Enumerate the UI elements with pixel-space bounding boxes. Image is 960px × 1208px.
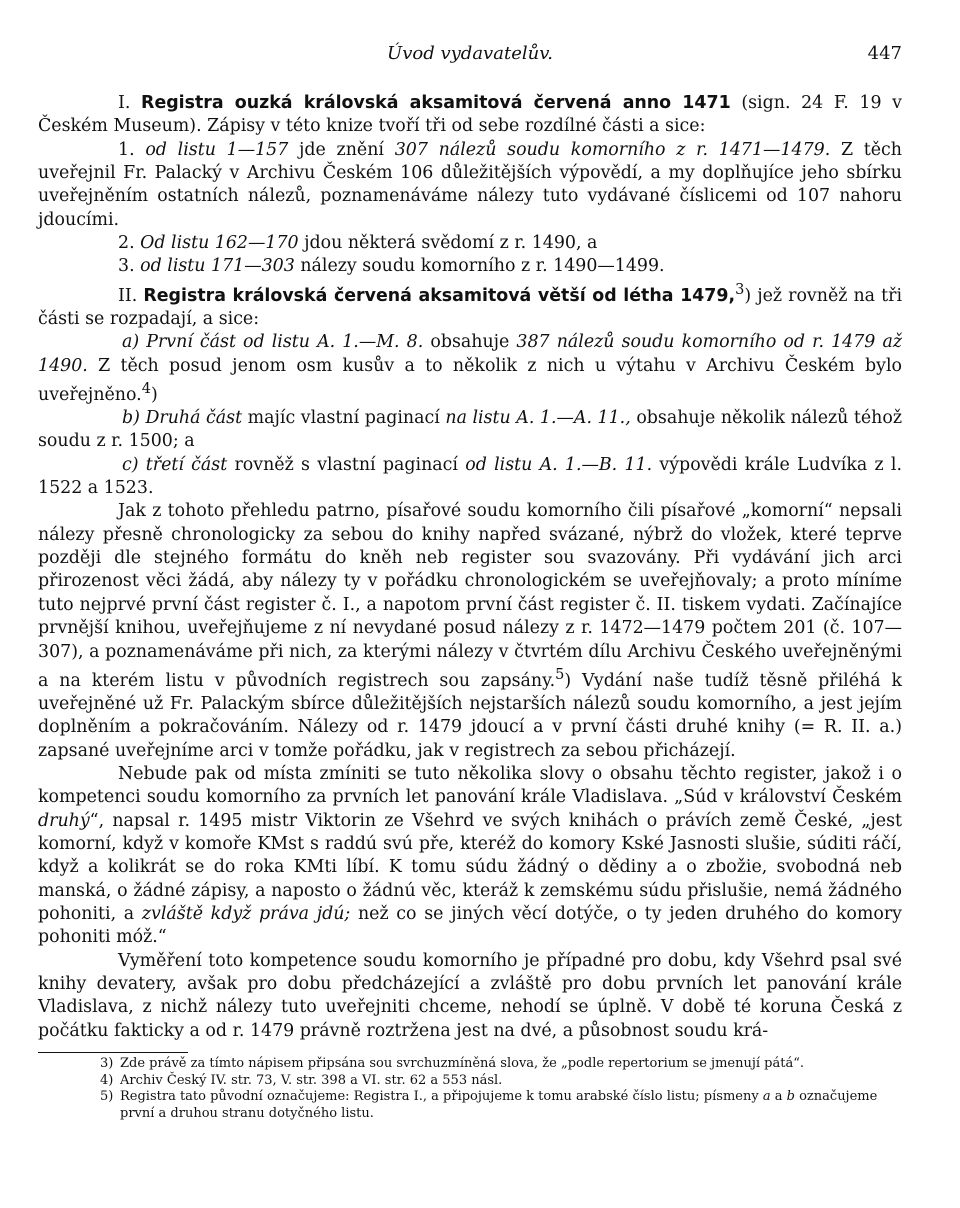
italic-text: 387 nálezů soudu komorního od r. 1479 až 1490. xyxy=(38,332,902,376)
paragraph-registra-i xyxy=(38,92,902,139)
italic-text: od listu A. 1.—B. 11. xyxy=(465,454,653,475)
paragraph-registra-ii xyxy=(38,279,902,331)
footnote-text: Registra tato původní označujeme: Registra I., a připojujeme k tomu arabské číslo listu; písmeny xyxy=(120,1089,759,1104)
paragraph-text: obsahuje několik nálezů téhož soudu z r. 1500; a xyxy=(38,408,903,452)
italic-text: od listu 1—157 xyxy=(145,139,289,160)
footnote-ref: 3 xyxy=(735,281,745,298)
paragraph-text: nálezy soudu komorního z r. 1490—1499. xyxy=(300,256,665,277)
page-number: 447 xyxy=(867,43,902,64)
footnote-3 xyxy=(100,1056,902,1073)
paragraph-competence xyxy=(38,763,902,950)
italic-text: b) Druhá část xyxy=(122,408,243,429)
list-item-c xyxy=(38,454,902,501)
paragraph-text: (sign. 24 F. 19 v Českém Museum). Zápisy v této knize tvoří tři od sebe rozdílné části a sice: xyxy=(38,93,902,137)
paragraph-text: jdou některá svědomí z r. 1490, a xyxy=(304,233,598,254)
section-heading: Registra královská červená aksamitová větší od létha 1479, xyxy=(143,285,736,306)
paragraph-text: ) jež rovněž na tři části se rozpadají, a sice: xyxy=(38,285,902,329)
footnote-text: Zde právě za tímto nápisem připsána sou svrchuzmíněná slova, že „podle repertorium se jmenují pátá“. xyxy=(120,1056,805,1071)
footnote-mark: 5) xyxy=(100,1089,114,1104)
footnote-divider xyxy=(38,1052,188,1053)
footnote-mark: 4) xyxy=(100,1072,114,1088)
paragraph-text: Vyměření toto kompetence soudu komorního je případné pro dobu, kdy Všehrd psal své knihy devatery, avšak pro dobu předcházející a zvláště pro dobu prvních let panování krále Vladislava, z nichž nálezy tuto uveřejniti chceme, nehodí se úplně. V době té koruna Česká z počátku fakticky a od r. 1479 právně roztržena jest na dvé, a působnost soudu krá- xyxy=(38,950,902,1041)
paragraph-text: obsahuje xyxy=(430,332,510,353)
paragraph-text: Nebude pak od místa zmíniti se tuto několika slovy o obsahu těchto register, jakož i o kompetenci soudu komorního za prvních let panování krále Vladislava. „Súd v království Českém xyxy=(38,764,902,808)
paragraph-text: výpovědi krále Ludvíka z l. 1522 a 1523. xyxy=(38,454,903,499)
footnote-text: označujeme první a druhou stranu dotyčného listu. xyxy=(120,1089,878,1121)
list-item-1 xyxy=(38,139,902,232)
paragraph-text: než co se jiných věcí dotýče, o ty jeden druhého do komory pohoniti móž.“ xyxy=(38,904,902,948)
footnote-5 xyxy=(100,1089,902,1122)
italic-text: b xyxy=(786,1089,795,1104)
paragraph-text: jde znění xyxy=(299,139,384,160)
paragraph-text: Jak z tohoto přehledu patrno, písařové soudu komorního čili písařové „komorní“ nepsali nálezy přesně chronologicky za sebou do knihy napřed svázané, nýbrž do vložek, které teprve později dle stejného formátu do kněh neb register sou svazovány. Při vydávání jich arci přirozenost věci žádá, aby nálezy ty v pořádku chronologickém se uveřejňovaly; a proto míníme tuto nejprvé první část register č. I., a napotom první část register č. II. tiskem vydati. Začínajíce prvnější knihou, uveřejňujeme z ní nevydané posud nálezy z r. 1472—1479 počtem 201 (č. 107—307), a poznamenáváme při nich, za kterými nálezy v čtvrtém dílu Archivu Českého uveřejněnými a na kterém listu v původních registrech sou zapsány. xyxy=(38,501,902,691)
paragraph-text: Z těch posud jenom osm kusův a to několik z nich u výtahu v Archivu Českém bylo uveřejněno. xyxy=(38,355,903,405)
italic-text: na listu A. 1.—A. 11., xyxy=(445,408,631,429)
italic-text: 307 nálezů soudu komorního z r. 1471—1479. xyxy=(394,139,831,160)
italic-text: zvláště když práva jdú; xyxy=(141,904,351,925)
italic-text: a xyxy=(762,1089,771,1104)
paragraph-chronology xyxy=(38,500,902,763)
section-heading: Registra ouzká královská aksamitová červená anno 1471 xyxy=(141,93,731,113)
footnote-ref: 5 xyxy=(555,666,565,683)
list-number: 2. xyxy=(118,233,135,254)
page-header xyxy=(38,42,902,70)
italic-text: od listu 171—303 xyxy=(140,256,295,277)
list-item-a xyxy=(38,331,902,407)
paragraph-text: “, napsal r. 1495 mistr Viktorin ze Všehrd ve svých knihách o právích země České, „jest komorní, když v komoře KMst s raddú svú pře, kteréž do komory Kské Jasnosti slušie, súditi ráčí, když a kolikrát se do roka KMti líbí. K tomu súdu žádný o dědiny a o zbožie, svobodná neb manská, o žádné zápisy, a naposto o žádnú věc, kteráž k zemskému súdu přislušie, nemá žádného pohoniti, a xyxy=(38,810,902,925)
paragraph-text: majíc vlastní paginací xyxy=(247,408,440,429)
list-item-3 xyxy=(38,255,902,278)
footnotes xyxy=(100,1056,902,1122)
list-number: 1. xyxy=(118,139,135,160)
list-item-b xyxy=(38,407,902,454)
italic-text: druhý xyxy=(38,810,90,831)
paragraph-text: ) Vydání naše tudíž těsně přiléhá k uveřejněné už Fr. Palackým sbírce důležitějších nejstarších nálezů soudu komorního, a jest jejím doplněním a pokračováním. Nálezy od r. 1479 jdoucí a v první části druhé knihy (= R. II. a.) zapsané uveřejníme arci v tomže pořádku, jak v registrech za sebou přicházejí. xyxy=(38,670,903,761)
italic-text: Od listu 162—170 xyxy=(140,233,299,254)
italic-text: a) První část od listu A. 1.—M. 8. xyxy=(122,332,424,353)
paragraph-text: Z těch uveřejnil Fr. Palacký v Archivu Českém 106 důležitějších výpovědí, a my doplňujíce jeho sbírku uveřejněním ostatních nálezů, poznamenáváme nálezy tuto vydávané číslicemi od 107 nahoru jdoucími. xyxy=(38,139,903,230)
section-number: I. xyxy=(118,93,131,113)
footnote-text: a xyxy=(774,1089,783,1104)
footnote-text: Archiv Český IV. str. 73, V. str. 398 a VI. str. 62 a 553 násl. xyxy=(120,1072,503,1088)
body-text xyxy=(38,92,902,1043)
paragraph-text: rovněž s vlastní paginací xyxy=(234,454,458,475)
running-title: Úvod vydavatelův. xyxy=(387,43,553,64)
paragraph-text: ) xyxy=(150,384,158,405)
list-number: 3. xyxy=(118,256,135,277)
footnote-mark: 3) xyxy=(100,1056,114,1071)
paragraph-vsehrd xyxy=(38,950,902,1043)
section-number: II. xyxy=(118,285,138,306)
italic-text: c) třetí část xyxy=(122,454,228,475)
list-item-2 xyxy=(38,232,902,255)
footnote-4 xyxy=(100,1073,902,1090)
footnote-ref: 4 xyxy=(141,380,151,397)
